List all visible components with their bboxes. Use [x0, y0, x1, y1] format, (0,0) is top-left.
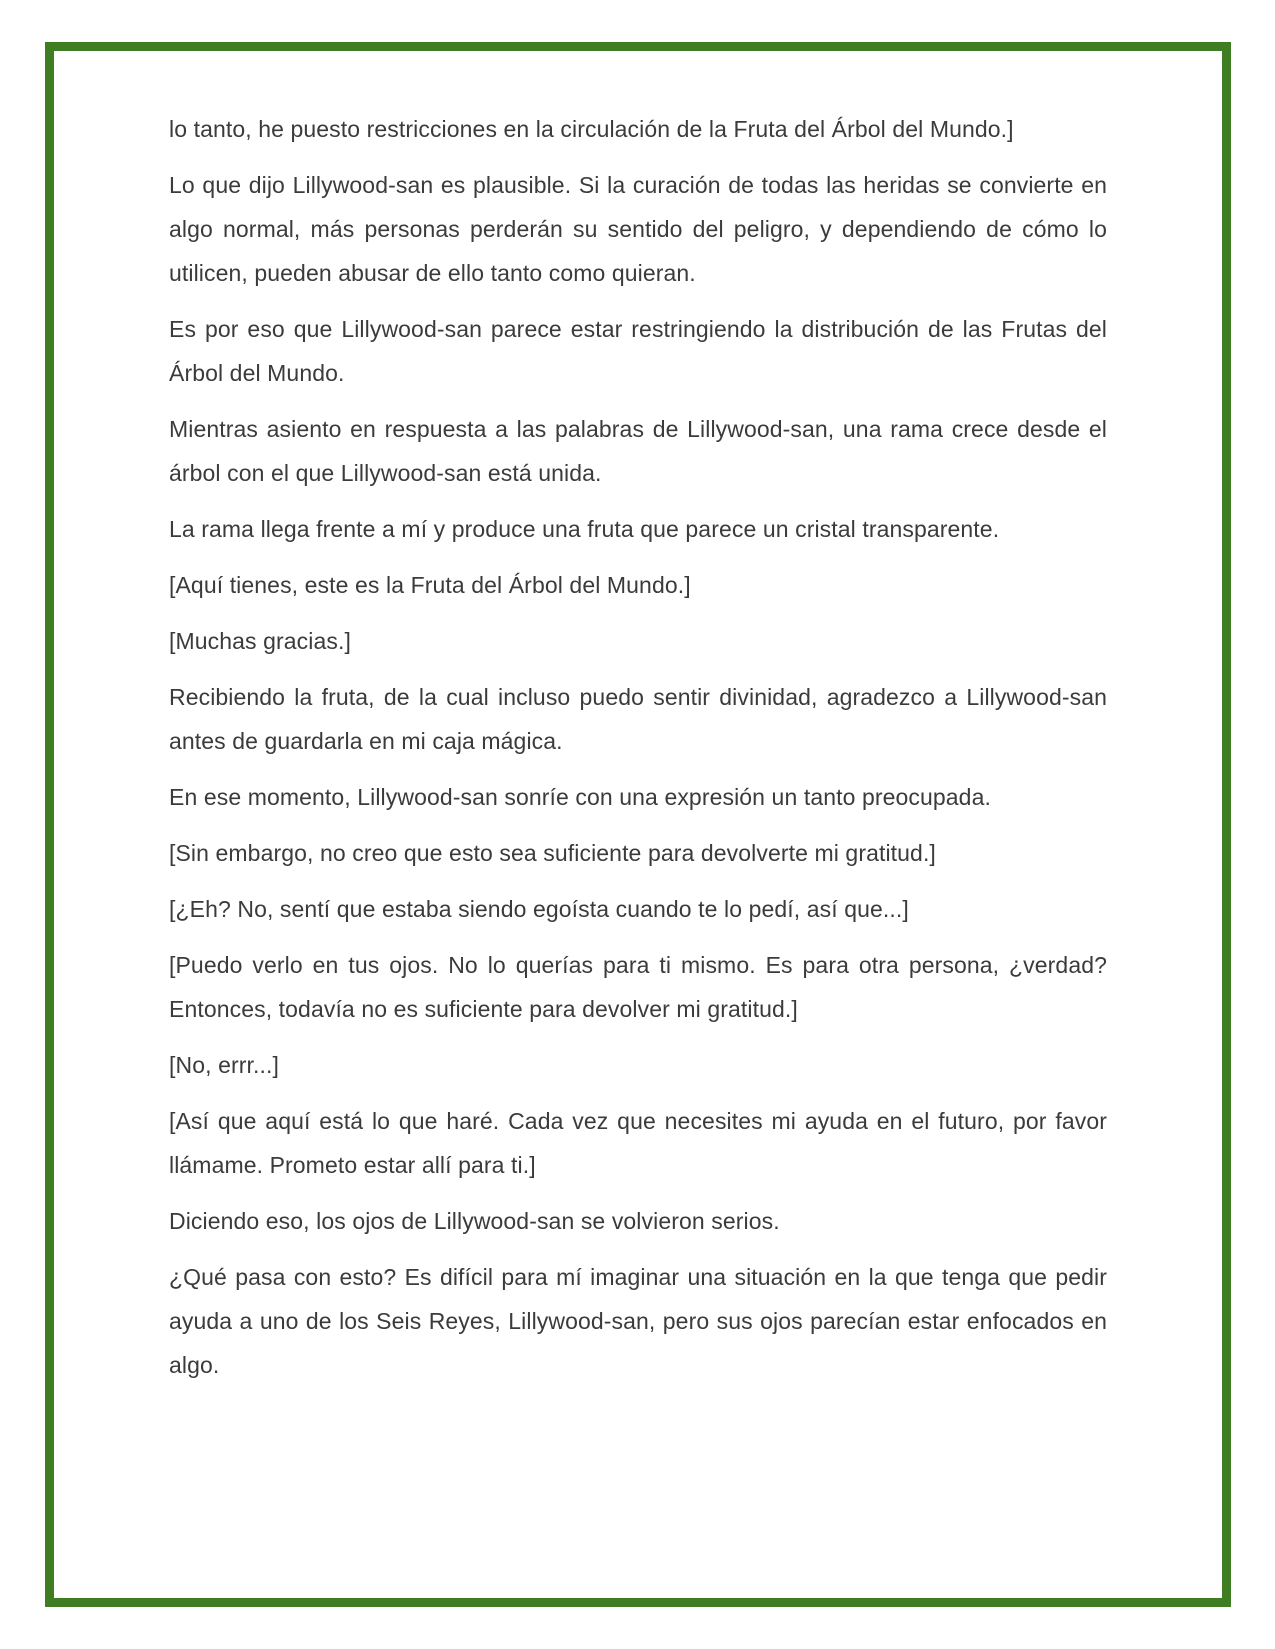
paragraph: La rama llega frente a mí y produce una fruta que parece un cristal transparente.: [169, 516, 1000, 542]
paragraph: [¿Eh? No, sentí que estaba siendo egoísta cuando te lo pedí, así que...]: [169, 896, 909, 922]
page-border-frame: [45, 42, 1231, 1607]
paragraph: lo tanto, he puesto restricciones en la circulación de la Fruta del Árbol del Mundo.]: [169, 116, 1014, 142]
paragraph: [No, errr...]: [169, 1052, 279, 1078]
paragraph: Lo que dijo Lillywood-san es plausible. Si la curación de todas las heridas se convierte en algo normal, más personas perderán su sentido del peligro, y dependiendo de cómo lo utilicen, pueden abusar de ello tanto como quieran.: [169, 172, 1107, 286]
paragraph: [Aquí tienes, este es la Fruta del Árbol del Mundo.]: [169, 572, 691, 598]
paragraph: [Muchas gracias.]: [169, 628, 351, 654]
paragraph: Recibiendo la fruta, de la cual incluso puedo sentir divinidad, agradezco a Lillywood-san antes de guardarla en mi caja mágica.: [169, 684, 1107, 754]
paragraph: Diciendo eso, los ojos de Lillywood-san se volvieron serios.: [169, 1208, 780, 1234]
paragraph: Es por eso que Lillywood-san parece estar restringiendo la distribución de las Frutas del Árbol del Mundo.: [169, 316, 1107, 386]
document-content: [54, 51, 1222, 1387]
paragraph: Mientras asiento en respuesta a las palabras de Lillywood-san, una rama crece desde el árbol con el que Lillywood-san está unida.: [169, 416, 1107, 486]
paragraph: En ese momento, Lillywood-san sonríe con una expresión un tanto preocupada.: [169, 784, 991, 810]
paragraph: [Sin embargo, no creo que esto sea suficiente para devolverte mi gratitud.]: [169, 840, 936, 866]
paragraph: ¿Qué pasa con esto? Es difícil para mí imaginar una situación en la que tenga que pedir ayuda a uno de los Seis Reyes, Lillywood-san, pero sus ojos parecían estar enfocados en algo.: [169, 1264, 1107, 1378]
paragraph: [Puedo verlo en tus ojos. No lo querías para ti mismo. Es para otra persona, ¿verdad? Entonces, todavía no es suficiente para devolver mi gratitud.]: [169, 952, 1107, 1022]
paragraph: [Así que aquí está lo que haré. Cada vez que necesites mi ayuda en el futuro, por favor llámame. Prometo estar allí para ti.]: [169, 1108, 1107, 1178]
